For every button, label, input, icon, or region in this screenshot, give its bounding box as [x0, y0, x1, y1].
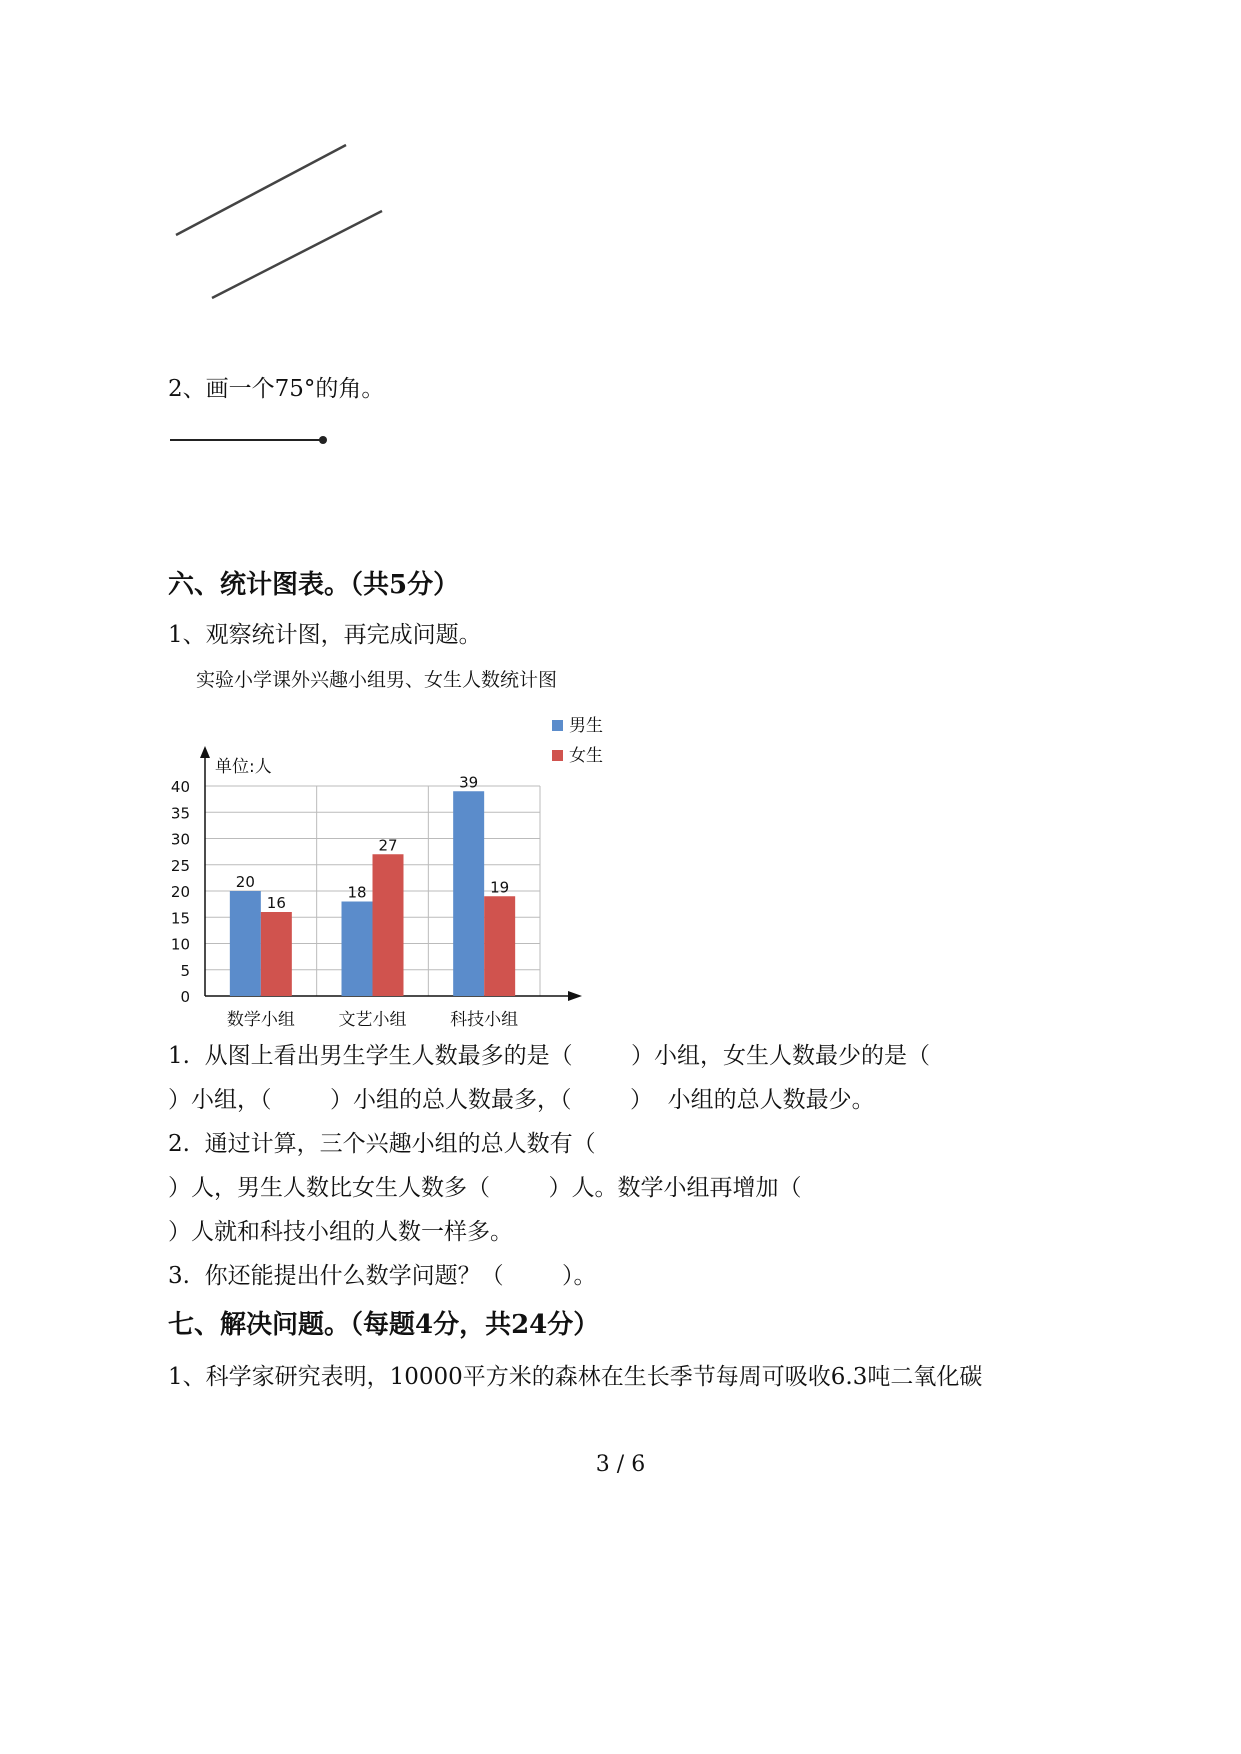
data-label: 39	[459, 773, 479, 792]
y-tick-label: 35	[170, 804, 190, 823]
y-tick-label: 5	[180, 961, 190, 980]
y-tick-label: 20	[170, 883, 190, 901]
section-7-question-1: 1、科学家研究表明，10000平方米的森林在生长季节每周可吸收6.3吨二氧化碳	[168, 1364, 983, 1390]
y-tick-label: 15	[170, 909, 190, 928]
data-label: 19	[490, 878, 510, 897]
y-axis-arrow	[200, 746, 210, 758]
parallel-line-lower	[212, 211, 382, 298]
data-label: 20	[235, 873, 255, 891]
ray-endpoint	[319, 436, 327, 444]
bar-girls	[484, 896, 515, 996]
section-6-heading: 六、统计图表。（共5分）	[168, 570, 460, 600]
parallel-lines-figure	[170, 140, 400, 310]
bar-chart	[160, 700, 640, 1045]
question-2-line-3: ）人就和科技小组的人数一样多。	[168, 1219, 513, 1245]
x-axis-arrow	[568, 991, 582, 1001]
ray-figure	[168, 432, 338, 448]
bar-girls	[373, 854, 404, 996]
question-1-line-1: 1. 从图上看出男生学生人数最多的是（ ）小组，女生人数最少的是（	[168, 1043, 931, 1069]
question-1-line-2: ）小组，（ ）小组的总人数最多，（ ） 小组的总人数最少。	[168, 1087, 875, 1113]
question-2: 2、画一个75°的角。	[168, 376, 385, 402]
data-label: 16	[266, 894, 286, 912]
y-tick-label: 40	[170, 778, 190, 796]
question-2-line-1: 2. 通过计算，三个兴趣小组的总人数有（	[168, 1131, 596, 1157]
data-label: 18	[347, 883, 367, 902]
bar-girls	[261, 912, 292, 996]
y-tick-label: 25	[170, 856, 190, 875]
x-tick-label: 文艺小组	[338, 1010, 407, 1030]
question-2-line-2: ）人，男生人数比女生人数多（ ）人。数学小组再增加（	[168, 1175, 802, 1201]
y-tick-label: 0	[180, 988, 190, 1006]
x-tick-label: 科技小组	[450, 1010, 519, 1030]
bar-boys	[230, 891, 261, 996]
question-3: 3. 你还能提出什么数学问题？（ ）。	[168, 1263, 597, 1289]
unit-label: 单位:人	[215, 757, 272, 777]
legend-label: 男生	[569, 716, 603, 736]
parallel-line-upper	[176, 145, 346, 235]
bar-boys	[453, 791, 484, 996]
section-6-intro: 1、观察统计图，再完成问题。	[168, 622, 482, 648]
chart-title: 实验小学课外兴趣小组男、女生人数统计图	[196, 669, 558, 691]
legend-swatch	[552, 750, 563, 761]
legend-swatch	[552, 720, 563, 731]
legend-label: 女生	[569, 746, 603, 766]
page-number: 3 / 6	[595, 1452, 646, 1477]
data-label: 27	[378, 836, 398, 855]
y-tick-label: 30	[170, 830, 190, 849]
section-7-heading: 七、解决问题。（每题4分，共24分）	[168, 1310, 600, 1340]
bar-boys	[342, 902, 373, 997]
y-tick-label: 10	[170, 935, 190, 954]
x-tick-label: 数学小组	[226, 1010, 295, 1030]
